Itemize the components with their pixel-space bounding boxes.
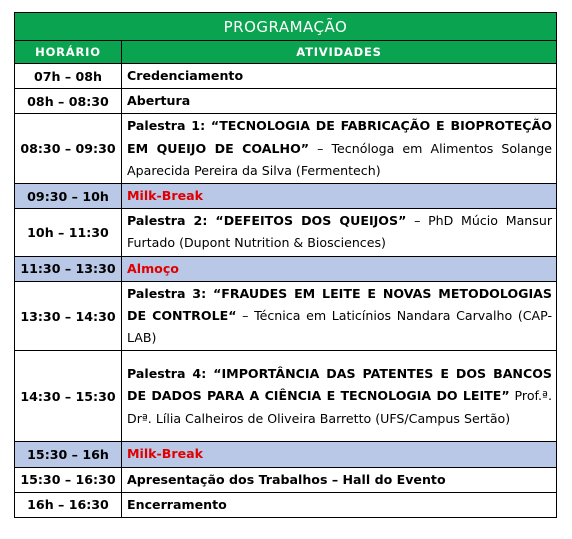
table-row (15, 467, 557, 492)
row-time: 14:30 – 15:30 (15, 351, 122, 442)
row-time: 15:30 – 16h (15, 442, 122, 467)
break-label: Almoço (127, 260, 179, 276)
table-row (15, 209, 557, 256)
header-time: HORÁRIO (15, 41, 122, 64)
table-row (15, 492, 557, 517)
table-row-break (15, 256, 557, 281)
row-activity (122, 89, 557, 114)
activity-speaker: Prof.ª. Drª. Lília Calheiros de Oliveira Barretto (UFS/Campus Sertão) (127, 388, 552, 426)
header-row (15, 41, 557, 64)
schedule-table (14, 12, 557, 518)
table-row (15, 89, 557, 114)
activity-speaker: – PhD Múcio Mansur Furtado (Dupont Nutrition & Biosciences) (127, 213, 552, 251)
activity-speaker: – Tecnóloga em Alimentos Solange Aparecida Pereira da Silva (Fermentech) (127, 140, 552, 178)
break-label: Milk-Break (127, 446, 203, 462)
table-row (15, 64, 557, 89)
row-time: 07h – 08h (15, 64, 122, 89)
activity-speaker: – Técnica em Laticínios Nandara Carvalho (CAP-LAB) (127, 308, 553, 346)
table-row-break (15, 442, 557, 467)
title-row (15, 13, 557, 41)
row-time: 09:30 – 10h (15, 184, 122, 209)
activity-title: Credenciamento (127, 68, 244, 83)
row-time: 13:30 – 14:30 (15, 281, 122, 351)
activity-title: Palestra 1: “TECNOLOGIA DE FABRICAÇÃO E BIOPROTEÇÃO EM QUEIJO DE COALHO” (127, 118, 552, 156)
row-activity (122, 209, 557, 256)
row-time: 08:30 – 09:30 (15, 114, 122, 184)
row-time: 11:30 – 13:30 (15, 256, 122, 281)
row-time: 10h – 11:30 (15, 209, 122, 256)
row-activity (122, 64, 557, 89)
row-activity (122, 184, 557, 209)
activity-title: Abertura (127, 93, 191, 109)
row-activity (122, 114, 557, 184)
row-activity (122, 467, 557, 492)
table-title: PROGRAMAÇÃO (15, 13, 557, 41)
row-activity (122, 351, 557, 442)
row-activity (122, 281, 557, 351)
row-time: 08h – 08:30 (15, 89, 122, 114)
activity-title: Palestra 2: “DEFEITOS DOS QUEIJOS” (127, 213, 407, 229)
row-time: 16h – 16:30 (15, 492, 122, 517)
row-time: 15:30 – 16:30 (15, 467, 122, 492)
break-label: Milk-Break (127, 188, 203, 204)
table-row (15, 281, 557, 351)
header-activity: ATIVIDADES (122, 41, 557, 64)
row-activity (122, 442, 557, 467)
table-row (15, 114, 557, 184)
table-row-break (15, 184, 557, 209)
row-activity (122, 492, 557, 517)
row-activity (122, 256, 557, 281)
activity-title: Encerramento (127, 496, 227, 512)
activity-title: Palestra 4: “IMPORTÂNCIA DAS PATENTES E DOS BANCOS DE DADOS PARA A CIÊNCIA E TECNOLOGIA DO LEITE” (127, 366, 552, 404)
activity-title: Palestra 3: “FRAUDES EM LEITE E NOVAS METODOLOGIAS DE CONTROLE“ (127, 285, 552, 324)
table-row (15, 351, 557, 442)
activity-title: Apresentação dos Trabalhos – Hall do Evento (127, 471, 446, 487)
